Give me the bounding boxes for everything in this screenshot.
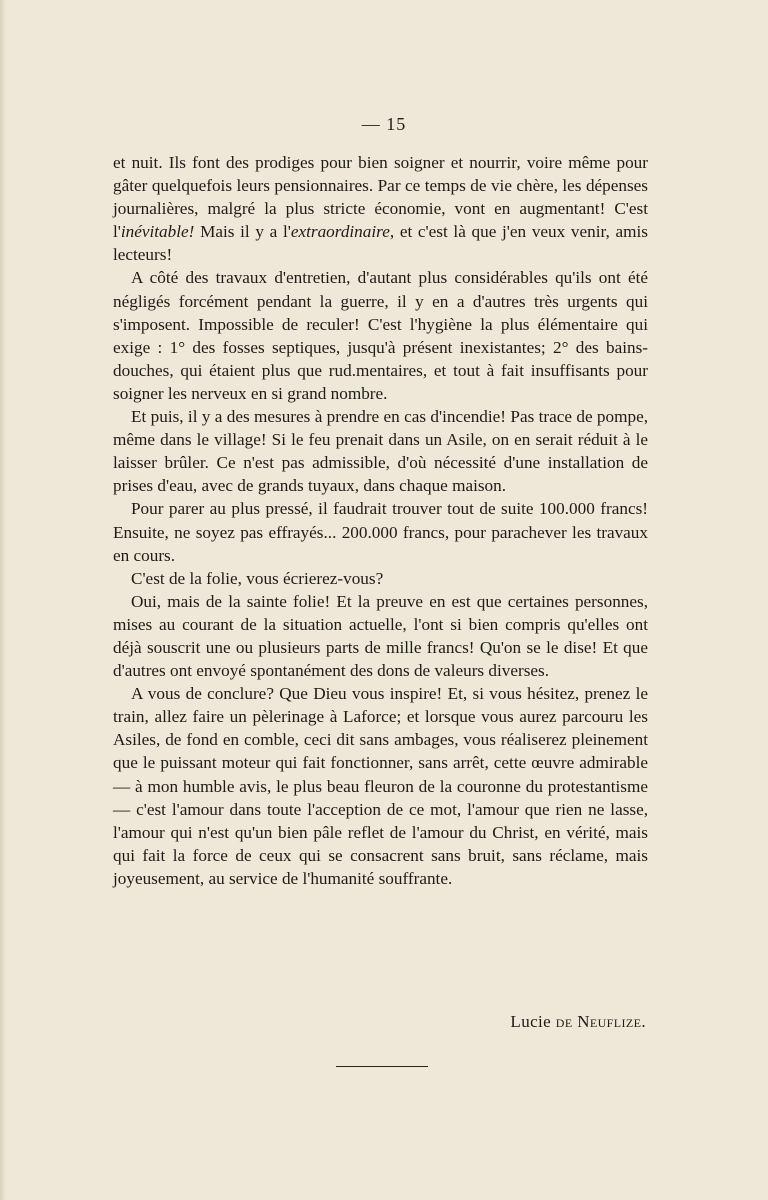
author-signature (510, 1012, 646, 1032)
text-run: Mais il y a l' (194, 222, 291, 242)
text-run: , et c'est là que j'en veux venir, amis lecteurs! (113, 222, 648, 265)
text-run: A vous de conclure? Que Dieu vous inspire! Et, si vous hésitez, prenez le train, allez faire un pèlerinage à Laforce; et lorsque vous aurez parcouru les Asiles, de fond en comble, ceci dit sans ambages, vous réaliserez pleinement que le puissant moteur qui fait fonctionner, sans arrêt, cette œuvre admirable — à mon humble avis, le plus beau fleuron de la couronne du protestantisme — c'est l'amour dans toute l'acception de ce mot, l'amour que rien ne lasse, l'amour qui n'est qu'un bien pâle reflet de l'amour du Christ, en vérité, mais qui fait la force de ceux qui se consacrent sans bruit, sans réclame, mais joyeusement, au service de l'humanité souffrante. (113, 684, 648, 888)
italic-phrase: inévitable! (120, 222, 195, 242)
text-run: C'est de la folie, vous écrierez-vous? (131, 568, 384, 588)
paragraph (113, 405, 648, 497)
page-number: — 15 (361, 114, 407, 134)
italic-phrase: extraordinaire (290, 222, 390, 242)
paragraph (113, 151, 648, 266)
paragraph (113, 590, 648, 682)
author-last-name: de Neuflize. (555, 1012, 646, 1031)
paragraph (113, 567, 648, 590)
text-run: et nuit. Ils font des prodiges pour bien soigner et nourrir, voire même pour gâter quelquefois leurs pensionnaires. Par ce temps de vie chère, les dépenses journalières, malgré la plus stricte économie, vont en augmentant! C'est l' (113, 153, 648, 242)
text-run: Oui, mais de la sainte folie! Et la preuve en est que certaines personnes, mises au courant de la situation actuelle, l'ont si bien compris qu'elles ont déjà souscrit une ou plusieurs parts de mille francs! Qu'on se le dise! Et que d'autres ont envoyé spontanément des dons de valeurs diverses. (113, 591, 648, 681)
page-binding-edge (0, 0, 6, 1200)
author-first-name: Lucie (510, 1012, 552, 1031)
text-run: Et puis, il y a des mesures à prendre en cas d'incendie! Pas trace de pompe, même dans le village! Si le feu prenait dans un Asile, on en serait réduit à le laisser brûler. Ce n'est pas admissible, d'où nécessité d'une installation de prises d'eau, avec de grands tuyaux, dans chaque maison. (113, 407, 648, 496)
paragraph (113, 497, 648, 566)
paragraph (113, 266, 648, 405)
closing-rule (336, 1066, 428, 1067)
paragraph (113, 682, 648, 890)
text-run: A côté des travaux d'entretien, d'autant plus considérables qu'ils ont été négligés forcément pendant la guerre, il y en a d'autres très urgents qui s'imposent. Impossible de reculer! C'est l'hygiène la plus élémentaire qui exige : 1° des fosses septiques, jusqu'à présent inexistantes; 2° des bains-douches, qui étaient plus que rud.mentaires, et tout à fait insuffisants pour soigner les nerveux en si grand nombre. (113, 268, 648, 403)
text-run: Pour parer au plus pressé, il faudrait trouver tout de suite 100.000 francs! Ensuite, ne soyez pas effrayés... 200.000 francs, pour parachever les travaux en cours. (113, 499, 648, 565)
body-text (113, 151, 648, 890)
